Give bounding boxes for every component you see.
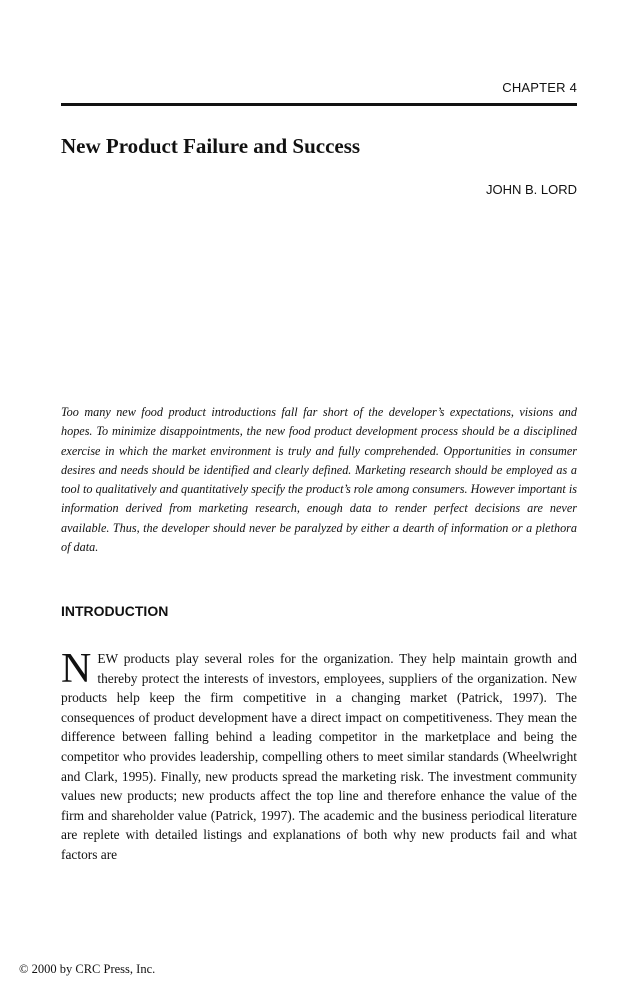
chapter-title: New Product Failure and Success <box>61 134 361 158</box>
chapter-rule <box>61 103 577 106</box>
copyright-notice: © 2000 by CRC Press, Inc. <box>19 962 156 976</box>
drop-cap: N <box>61 646 92 692</box>
introduction-body-text: EW products play several roles for the organization. They help maintain growth and thereby protect the interests of investors, employees, suppliers of the organization. New products help keep the firm competitive in a changing market (Patrick, 1997). The consequences of product development have a direct impact on competitiveness. They mean the difference between falling behind a leading competitor in the marketplace and being the competitor who provides leadership, compelling others to meet similar standards (Wheelwright and Clark, 1995). Finally, new products spread the marketing risk. The investment community values new products; new products affect the top line and therefore enhance the value of the firm and shareholder value (Patrick, 1997). The academic and the business periodical literature are replete with detailed listings and explanations of both why new products fail and what factors are <box>61 651 577 862</box>
section-heading-introduction: INTRODUCTION <box>61 603 169 619</box>
chapter-abstract: Too many new food product introductions fall far short of the developer’s expectations, visions and hopes. To minimize disappointments, the new food product development process should be a disciplined exercise in which the market environment is truly and fully comprehended. Opportunities in consumer desires and needs should be identified and clearly defined. Marketing research should be employed as a tool to qualitatively and quantitatively specify the product’s role among consumers. However important is information derived from marketing research, enough data to render perfect decisions are never available. Thus, the developer should never be paralyzed by either a dearth of information or a plethora of data. <box>61 405 577 555</box>
chapter-label: CHAPTER 4 <box>502 80 577 95</box>
introduction-paragraph <box>61 646 577 865</box>
author-name: JOHN B. LORD <box>485 182 577 197</box>
